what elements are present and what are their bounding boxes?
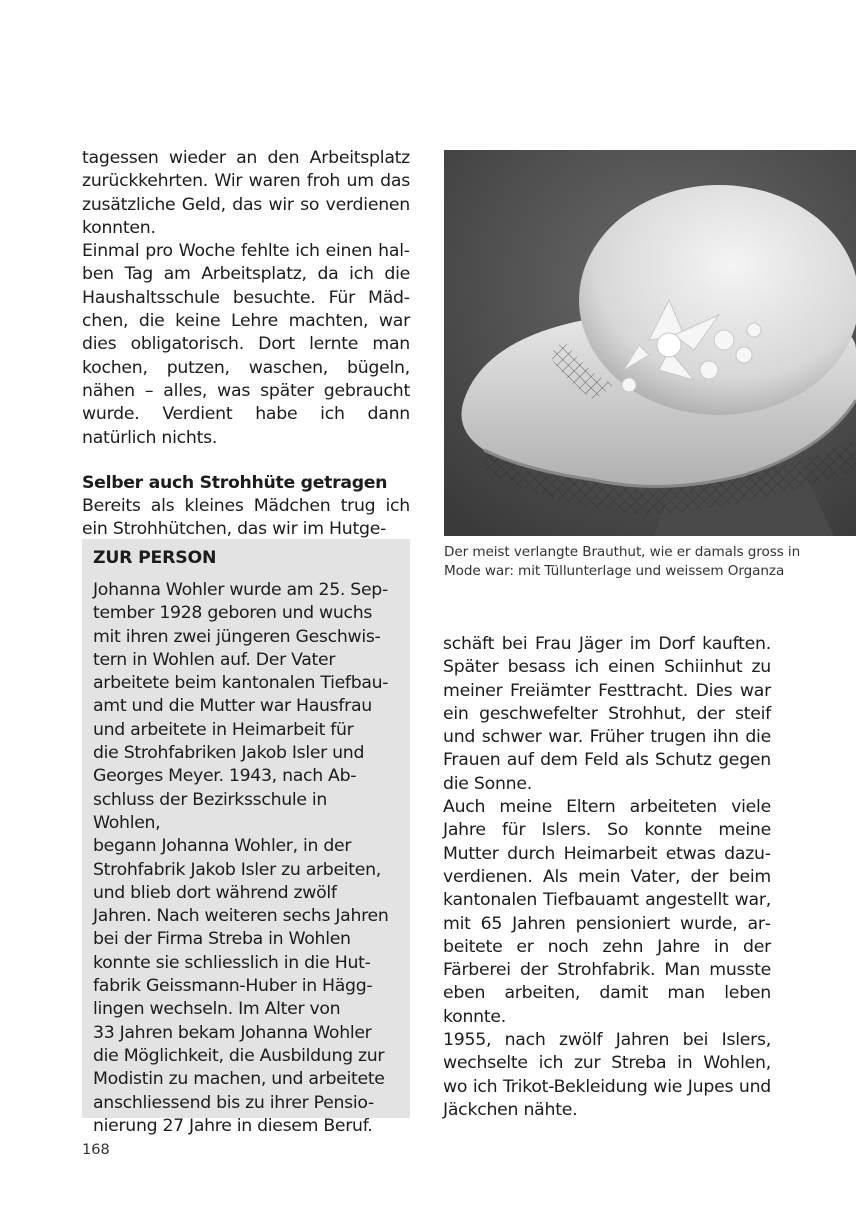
body-paragraph: tagessen wieder an den Arbeitsplatz zurückkehrten. Wir waren froh um das zusätzliche Geld, das wir so verdienen konnten. (82, 148, 410, 238)
page-number: 168 (82, 1142, 110, 1158)
box-text: Johanna Wohler wurde am 25. Sep- tember 1928 geboren und wuchs mit ihren zwei jüngeren Geschwis- tern in Wohlen auf. Der Vater arbeitete beim kantonalen Tiefbau- amt und die Mutter war Hausfrau und arbeitete in Heimarbeit für die Strohfabriken Jakob Isler und Georges Meyer. 1943, nach Ab- schluss der Bezirksschule in Wohlen, begann Johanna Wohler, in der Strohfabrik Jakob Isler zu arbeiten, und blieb dort während zwölf Jahren. Nach weiteren sechs Jahren bei der Firma Streba in Wohlen konnte sie schliesslich in die Hut- fabrik Geissmann-Huber in Hägg- lingen wechseln. Im Alter von 33 Jahren bekam Johanna Wohler die Möglichkeit, die Ausbildung zur Modistin zu machen, und arbeitete anschliessend bis zu ihrer Pensio- nierung 27 Jahre in diesem Beruf. (93, 580, 389, 1136)
body-paragraph: Einmal pro Woche fehlte ich einen halben Tag am Arbeitsplatz, da ich die Haushaltsschule besuchte. Für Mädchen, die keine Lehre machten, war dies obligatorisch. Dort lernte man kochen, putzen, waschen, bügeln, nähen – alles, was später gebraucht wurde. Verdient habe ich dann natürlich nichts. (82, 241, 410, 448)
right-column (443, 633, 771, 1122)
box-title: ZUR PERSON (93, 548, 217, 568)
body-paragraph: Bereits als kleines Mädchen trug ich ein Strohhütchen, das wir im Hutge- (82, 496, 410, 540)
left-column (82, 147, 410, 542)
section-heading: Selber auch Strohhüte getragen (82, 472, 388, 493)
body-paragraph: Auch meine Eltern arbeiteten viele Jahre für Islers. So konnte meine Mutter durch Heimarbeit etwas dazuverdienen. Als mein Vater, der beim kantonalen Tiefbauamt angestellt war, mit 65 Jahren pensioniert wurde, arbeitete er noch zehn Jahre in der Färberei der Strohfabrik. Man musste eben arbeiten, damit man leben konnte. (443, 797, 771, 1027)
hat-photo (444, 150, 856, 536)
person-info-box (82, 539, 410, 1136)
body-paragraph: 1955, nach zwölf Jahren bei Islers, wechselte ich zur Streba in Wohlen, wo ich Trikot-Bekleidung wie Jupes und Jäckchen nähte. (443, 1030, 771, 1120)
body-paragraph: schäft bei Frau Jäger im Dorf kauften. Später besass ich einen Schiinhut zu meiner Freiämter Festtracht. Dies war ein geschwefelter Strohhut, der steif und schwer war. Früher trugen ihn die Frauen auf dem Feld als Schutz gegen die Sonne. (443, 634, 771, 794)
photo-caption: Der meist verlangte Brauthut, wie er damals gross in Mode war: mit Tüllunterlage und weissem Organza (444, 544, 801, 579)
